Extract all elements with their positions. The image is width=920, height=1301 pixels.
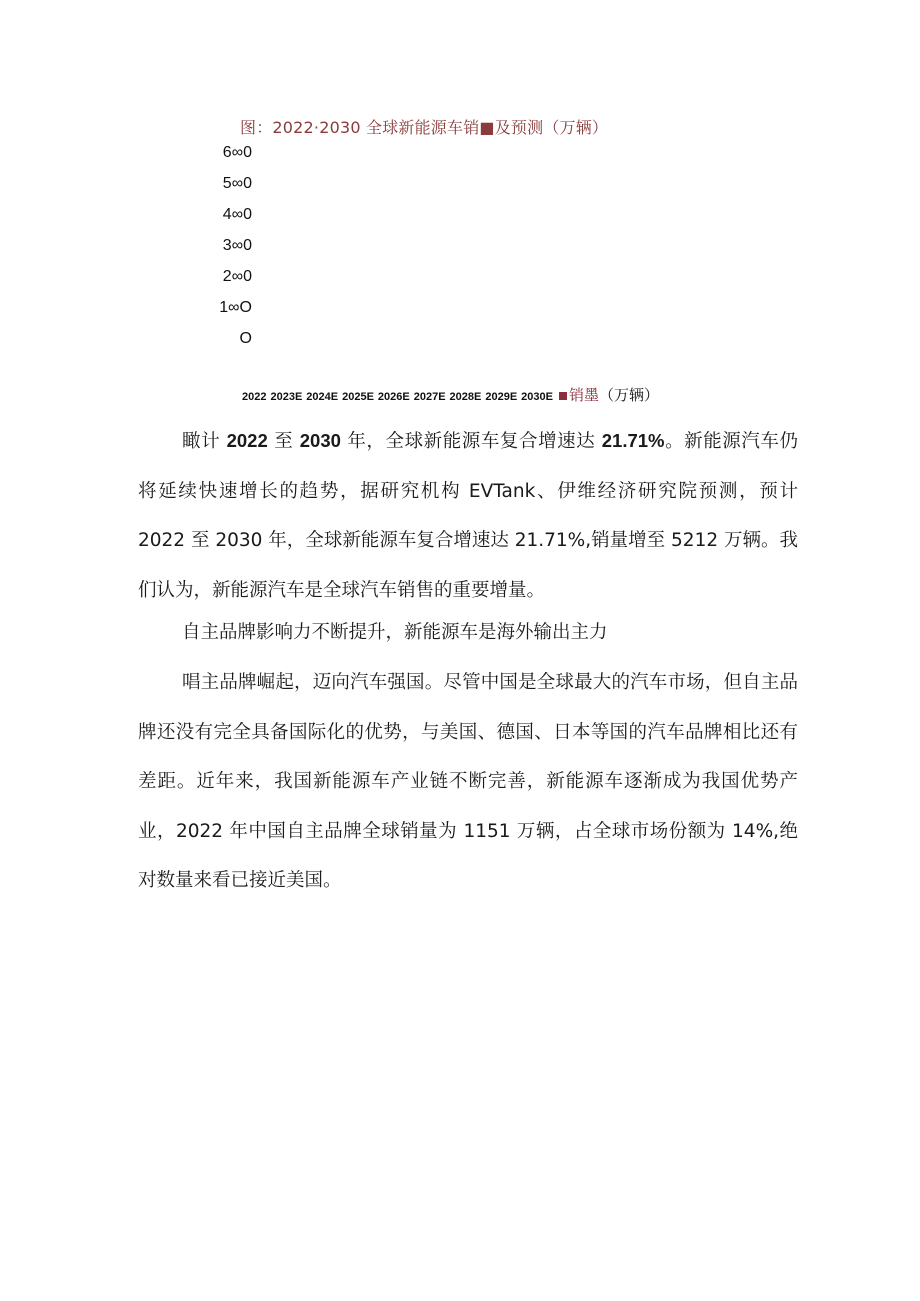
section-heading: 自主品牌影响力不断提升，新能源车是海外输出主力: [182, 622, 608, 643]
x-tick-label: 2023E: [270, 391, 303, 403]
year-end: 2030: [299, 430, 341, 451]
x-tick-label: 2025E: [342, 391, 374, 403]
paragraph-forecast: [138, 416, 798, 615]
paragraph-brands: 唱主品牌崛起，迈向汽车强国。尽管中国是全球最大的汽车市场，但自主品牌还没有完全具备国际化的优势，与美国、德国、日本等国的汽车品牌相比还有差距。近年来，我国新能源车产业链不断完善，新能源车逐渐成为我国优势产业，2022 年中国自主品牌全球销量为 1151 万辆，占全球市场份额为 14%,绝对数量来看已接近美国。: [138, 672, 798, 891]
x-tick-label: 2029E: [485, 391, 518, 403]
paragraph-text: 。新能源汽车仍将延续快速增长的趋势，据研究机构 EVTank、伊维经济研究院预测，预计 2022 至 2030 年，全球新能源车复合增速达 21.71%,销量增至 5212 万辆。我们认为，新能源汽车是全球汽车销售的重要增量。: [138, 431, 799, 601]
legend-swatch: [559, 392, 567, 400]
x-tick-label: 2028E: [449, 391, 482, 403]
x-tick-label: 2030E: [521, 391, 553, 403]
y-tick-label: O: [239, 330, 252, 347]
y-tick-label: 1∞O: [219, 299, 252, 316]
chart-caption: 图：2022·2030 全球新能源车销■及预测（万辆）: [240, 118, 609, 137]
cagr-value: 21.71%: [601, 430, 665, 451]
year-start: 2022: [226, 430, 268, 451]
y-tick-label: 4∞0: [222, 206, 252, 223]
x-tick-label: 2026E: [377, 391, 410, 403]
legend-unit: （万辆）: [599, 386, 660, 404]
y-tick-label: 2∞0: [222, 268, 252, 285]
paragraph-text: 至: [267, 431, 300, 452]
x-tick-label: 2024E: [306, 391, 339, 403]
paragraph-text: 瞰计: [182, 431, 227, 452]
legend-series-name: 销墨: [568, 386, 599, 404]
x-tick-label: 2022: [242, 391, 267, 403]
paragraph-text: 年，全球新能源车复合增速达: [340, 431, 602, 452]
y-tick-label: 3∞0: [222, 237, 252, 254]
x-tick-label: 2027E: [413, 391, 446, 403]
x-axis-categories: [242, 391, 557, 403]
y-tick-label: 6∞0: [222, 144, 252, 161]
y-tick-label: 5∞0: [222, 175, 252, 192]
x-axis: [242, 384, 659, 405]
